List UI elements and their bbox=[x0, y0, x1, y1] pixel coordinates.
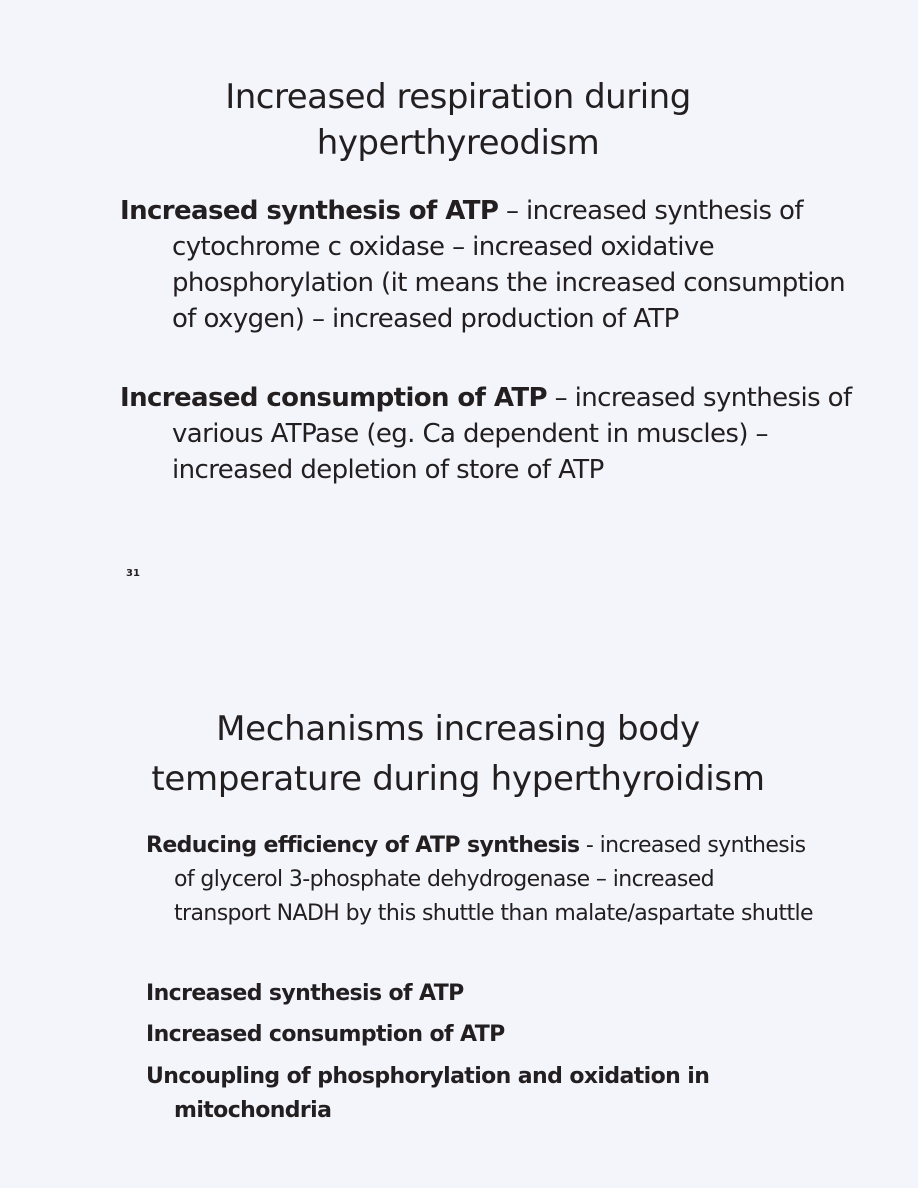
bullet-heading: Increased consumption of ATP bbox=[146, 1022, 505, 1047]
title-line-1: Mechanisms increasing body bbox=[216, 709, 700, 749]
slide-title bbox=[100, 704, 816, 804]
bullet-heading: Reducing efficiency of ATP synthesis bbox=[146, 833, 580, 858]
bullet-heading: Increased synthesis of ATP bbox=[120, 196, 499, 226]
bullet-text: – increased synthesis of various ATPase (eg. Ca dependent in muscles) – increased depletion of store of ATP bbox=[172, 383, 852, 485]
title-line-1: Increased respiration during bbox=[225, 77, 691, 117]
bullet-uncoupling bbox=[146, 1060, 814, 1128]
bullet-text: - increased synthesis of glycerol 3-phosphate dehydrogenase – increased transport NADH by this shuttle than malate/aspartate shuttle bbox=[174, 833, 813, 926]
bullet-heading: Uncoupling of phosphorylation and oxidation in mitochondria bbox=[146, 1064, 710, 1123]
bullet-reducing-efficiency bbox=[146, 829, 814, 931]
title-line-2: hyperthyreodism bbox=[316, 123, 600, 163]
bullet-increased-consumption bbox=[120, 380, 862, 488]
bullet-heading: Increased synthesis of ATP bbox=[146, 981, 464, 1006]
slide-body-temperature-mechanisms bbox=[0, 600, 918, 1188]
page-number: 31 bbox=[126, 568, 140, 579]
bullet-text: – increased synthesis of cytochrome c oxidase – increased oxidative phosphorylation (it means the increased consumption of oxygen) – increased production of ATP bbox=[172, 196, 846, 334]
bullet-increased-consumption bbox=[146, 1018, 814, 1052]
bullet-increased-synthesis bbox=[120, 193, 862, 337]
title-line-2: temperature during hyperthyroidism bbox=[151, 759, 765, 799]
bullet-increased-synthesis bbox=[146, 977, 814, 1011]
slide-title bbox=[100, 74, 816, 166]
bullet-heading: Increased consumption of ATP bbox=[120, 383, 547, 413]
